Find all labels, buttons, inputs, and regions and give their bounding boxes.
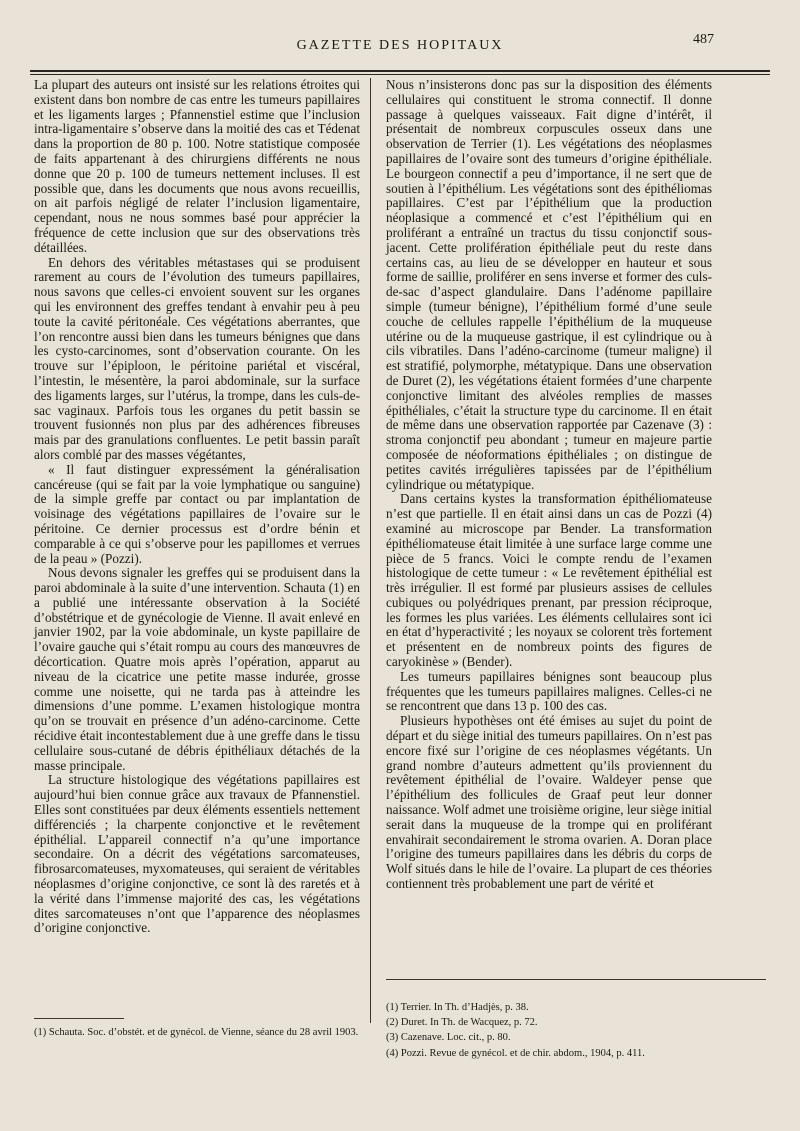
paragraph: Nous n’insisterons donc pas sur la disposition des éléments cellulaires qui constituent le stroma connectif. Il donne passage à quelques vaisseaux. Fait digne d’intérêt, il présentait de nombreux corpuscules osseux dans une observation de Terrier (1). Les végétations des néoplasmes papillaires de l’ovaire sont des tumeurs d’origine épithéliale. Le bourgeon connectif a peu d’importance, il ne sert que de soutien à l’épithélium. Les végétations sont des épithéliomas papillaires. C’est par l’épithélium que la production néoplasique a commencé et c’est l’épithélium qui en proliférant a entraîné un tractus du tissu conjonctif sous-jacent. Cette prolifération épithéliale peut du reste dans certains cas, au lieu de se développer en hauteur et sous forme de saillie, proliférer en sens inverse et former des culs-de-sac d’aspect glandulaire. Dans l’adénome papillaire simple (tumeur bénigne), l’épithélium formé d’une seule couche de cellules rappelle l’épithélium de la muqueuse utérine ou de la muqueuse gastrique, il est cylindrique ou à cils vibratiles. Dans l’adéno-carcinome (tumeur maligne) il est stratifié, polymorphe, métatypique. Dans une observation de Duret (2), les végétations étaient formées d’une charpente conjonctive limitant des alvéoles remplies de masses épithéliales, c’était la structure type du carcinome. Il en était de même dans une observation rapportée par Cazenave (3) : stroma conjonctif peu abondant ; tumeur en majeure partie composée de néoformations épithéliales ; on distingue de petites cavités irrégulières tapissées par de l’épithélium cylindrique ou métatypique. — [386, 77, 712, 492]
paragraph: La plupart des auteurs ont insisté sur les relations étroites qui existent dans bon nombre de cas entre les tumeurs papillaires et les ligaments larges ; Pfannenstiel estime que l’inclusion intra-ligamentaire s’observe dans la moitié des cas et Tédenat dans la proportion de 80 p. 100. Notre statistique composée de faits appartenant à des chirurgiens différents ne nous donne que 20 p. 100 de tumeurs nettement incluses. Il est possible que, dans les documents que nous avons recueillis, on ait parfois négligé de relater l’inclusion ligamentaire, cependant, nous ne nous sommes basé pour apprécier la fréquence de cette inclusion que sur des observations très détaillées. — [34, 77, 360, 255]
paragraph: La structure histologique des végétations papillaires est aujourd’hui bien connue grâce aux travaux de Pfannenstiel. Elles sont constituées par deux éléments essentiels nettement différenciés ; la charpente conjonctive et le revêtement épithélial. L’appareil connectif n’a qu’une importance secondaire. On a décrit des végétations sarcomateuses, fibrosarcomateuses, myxomateuses, qui seraient de véritables néoplasmes d’origine conjonctive, ce sont là des raretés et à la vérité dans l’immense majorité des cas, les végétations dites sarcomateuses n’ont que l’apparence des néoplasmes d’origine conjonctive. — [34, 772, 360, 936]
header-rule — [30, 70, 770, 72]
page-number: 487 — [693, 32, 714, 47]
journal-title: GAZETTE DES HOPITAUX — [296, 38, 504, 53]
footnote-rule — [34, 1018, 124, 1019]
paragraph: Nous devons signaler les greffes qui se produisent dans la paroi abdominale à la suite d’une intervention. Schauta (1) en a publié une intéressante observation à la Société d’obstétrique et de gynécologie de Vienne. Il avait enlevé en janvier 1902, par la voie abdominale, un kyste papillaire de l’ovaire gauche qui s’était rompu au cours des manœuvres de décortication. Quatre mois après l’opération, apparut au niveau de la cicatrice une petite masse indurée, grosse comme une noisette, qui ne tarda pas à atteindre les dimensions d’une pomme. L’examen histologique montra qu’on se trouvait en présence d’un adéno-carcinome. Cette récidive était incontestablement due à une greffe dans le tissu cellulaire sous-cutané de débris épithéliaux détachés de la masse principale. — [34, 565, 360, 773]
left-column — [34, 78, 360, 936]
footnote: (3) Cazenave. Loc. cit., p. 80. — [386, 1032, 511, 1044]
footnote: (1) Terrier. In Th. d’Hadjès, p. 38. — [386, 1002, 529, 1013]
paragraph: Dans certains kystes la transformation épithéliomateuse n’est que partielle. Il en était ainsi dans un cas de Pozzi (4) examiné au microscope par Bender. La transformation épithéliomateuse était limitée à une surface large comme une pièce de 5 francs. Voici le compte rendu de l’examen histologique de cette tumeur : « Le revêtement épithélial est très irrégulier. Il est formé par plusieurs assises de cellules cubiques ou polyédriques prenant, par pression réciproque, les formes les plus variées. Les éléments cellulaires sont ici en état d’hyperactivité ; les noyaux se colorent très fortement et présentent en de nombreux points des figures de caryokinèse » (Bender). — [386, 491, 712, 670]
header-rule-thin — [30, 74, 770, 75]
footnotes — [386, 1000, 766, 1061]
paragraph: Plusieurs hypothèses ont été émises au sujet du point de départ et du siège initial des tumeurs papillaires. On n’est pas encore fixé sur l’origine de ces néoplasmes végétants. Un grand nombre d’auteurs admettent qu’ils proviennent du revêtement épithélial de l’ovaire. Waldeyer pense que l’épithélium des follicules de Graaf peut leur donner naissance. Wolf admet une troisième origine, leur siège initial serait dans la muqueuse de la trompe qui en proliférant envahirait secondairement le stroma ovarien. A. Doran place l’origine des tumeurs papillaires dans les débris du corps de Wolf situés dans le hile de l’ovaire. La plupart de ces théories contiennent très probablement une part de vérité et — [386, 713, 712, 892]
footnote: (1) Schauta. Soc. d’obstét. et de gynécol. de Vienne, séance du 28 avril 1903. — [34, 1027, 359, 1038]
paragraph: En dehors des véritables métastases qui se produisent rarement au cours de l’évolution des tumeurs papillaires, nous savons que celles-ci envoient souvent sur les organes qui les environnent des greffes tendant à envahir peu à peu toute la cavité péritonéale. Ces végétations aberrantes, que l’on rencontre aussi bien dans les tumeurs bénignes que dans les cysto-carcinomes, sont d’observation courante. On les trouve sur l’épiploon, le péritoine pariétal et viscéral, l’intestin, le mésentère, la paroi abdominale, sur la surface des ligaments larges, sur l’utérus, la trompe, dans les culs-de-sac vaginaux. Parfois tous les organes du petit bassin se trouvent fusionnés non plus par des adhérences fibreuses mais par des granulations confluentes. Le petit bassin paraît alors comblé par des masses végétantes, — [34, 254, 360, 462]
right-column — [386, 78, 712, 892]
column-divider — [370, 78, 371, 1023]
paragraph: Les tumeurs papillaires bénignes sont beaucoup plus fréquentes que les tumeurs papillaires malignes. Celles-ci ne se rencontrent que dans 13 p. 100 des cas. — [386, 668, 712, 714]
running-header — [0, 32, 800, 56]
paragraph: « Il faut distinguer expressément la généralisation cancéreuse (qui se fait par la voie lymphatique ou sanguine) de la simple greffe par contact ou par implantation de voisinage des végétations papillaires de l’ovaire sur le péritoine. Ce dernier processus est d’ordre bénin et comparable à ce qui s’observe pour les papillomes et verrues de la peau » (Pozzi). — [34, 461, 360, 566]
footnote-rule — [386, 979, 766, 980]
footnote: (4) Pozzi. Revue de gynécol. et de chir. abdom., 1904, p. 411. — [386, 1047, 645, 1059]
footnote: (2) Duret. In Th. de Wacquez, p. 72. — [386, 1017, 538, 1029]
